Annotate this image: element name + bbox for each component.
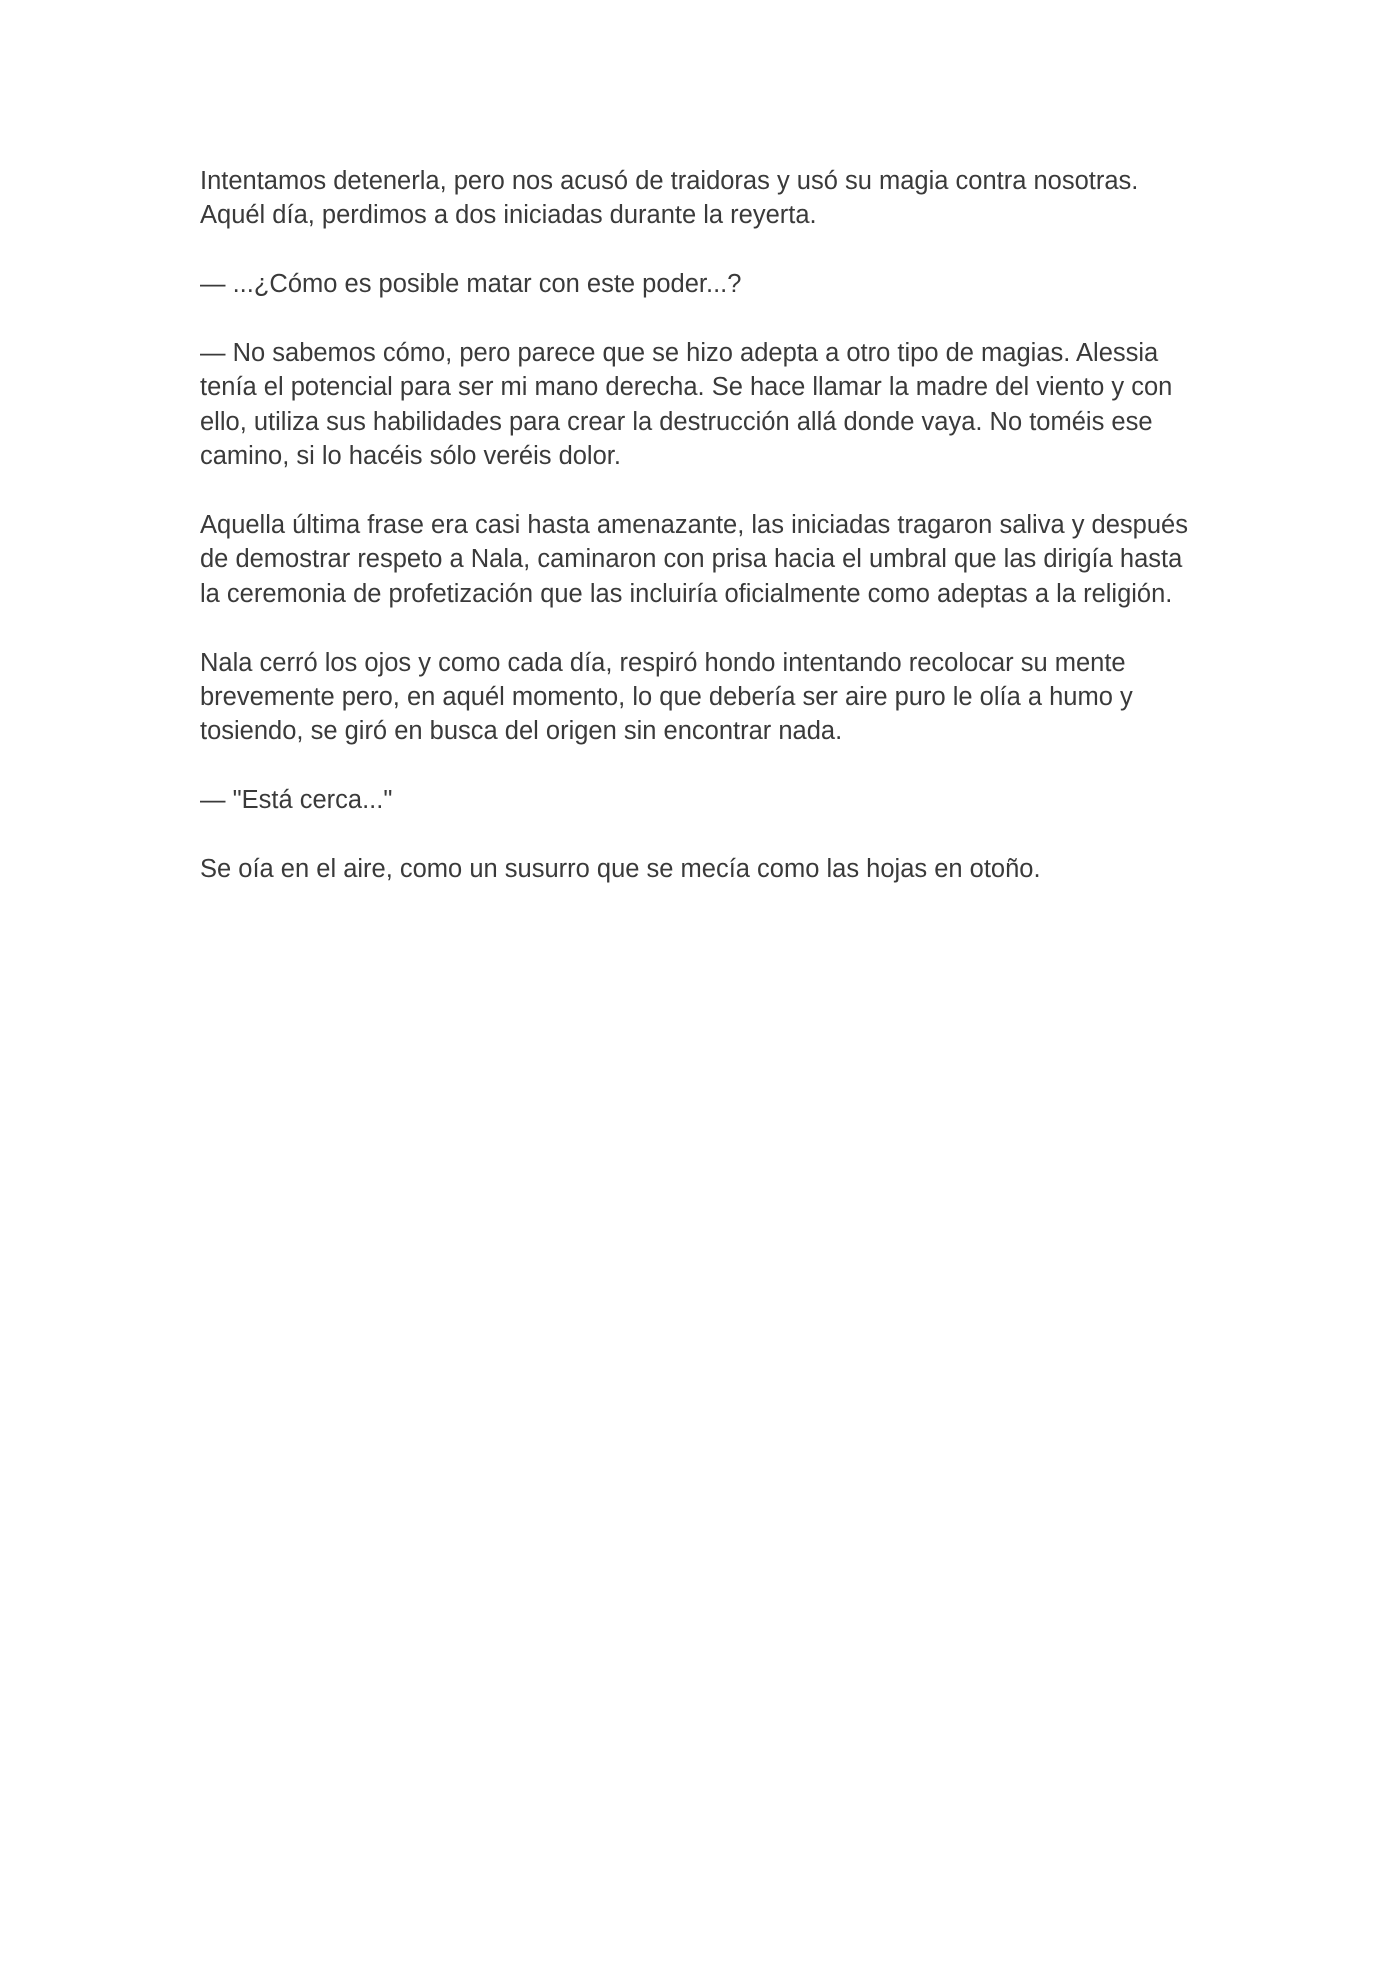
document-body — [200, 164, 1200, 921]
paragraph: Aquella última frase era casi hasta amenazante, las iniciadas tragaron saliva y después de demostrar respeto a Nala, caminaron con prisa hacia el umbral que las dirigía hasta la ceremonia de profetización que las incluiría oficialmente como adeptas a la religión. — [200, 511, 1188, 608]
paragraph: Intentamos detenerla, pero nos acusó de traidoras y usó su magia contra nosotras. Aquél día, perdimos a dos iniciadas durante la reyerta. — [200, 167, 1139, 230]
paragraph: Nala cerró los ojos y como cada día, respiró hondo intentando recolocar su mente brevemente pero, en aquél momento, lo que debería ser aire puro le olía a humo y tosiendo, se giró en busca del origen sin encontrar nada. — [200, 648, 1133, 746]
paragraph: Se oía en el aire, como un susurro que se mecía como las hojas en otoño. — [200, 855, 1041, 884]
dialogue-line: — ...¿Cómo es posible matar con este poder...? — [200, 270, 742, 299]
dialogue-line: — No sabemos cómo, pero parece que se hizo adepta a otro tipo de magias. Alessia tenía el potencial para ser mi mano derecha. Se hace llamar la madre del viento y con ello, utiliza sus habilidades para crear la destrucción allá donde vaya. No toméis ese camino, si lo hacéis sólo veréis dolor. — [200, 339, 1173, 471]
dialogue-line: — "Está cerca..." — [200, 786, 393, 815]
